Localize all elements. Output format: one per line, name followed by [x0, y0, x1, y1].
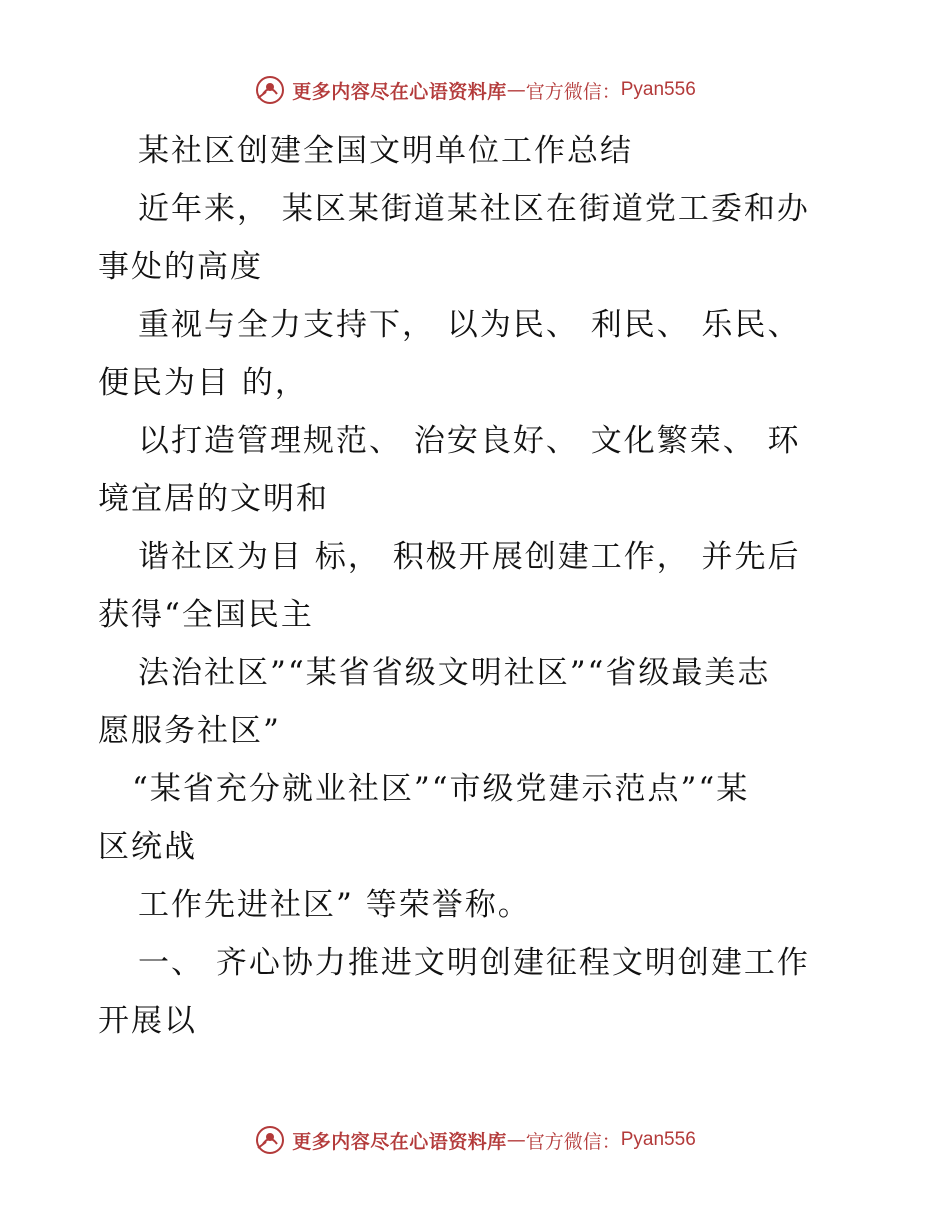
- paragraph-line: 开展以: [98, 1003, 197, 1039]
- footer-watermark: [0, 1120, 950, 1160]
- paragraph-line: 法治社区”“某省省级文明社区”“省级最美志: [138, 655, 771, 691]
- section-heading-line: 一、 齐心协力推进文明创建征程文明创建工作: [138, 945, 810, 981]
- document-body: [98, 122, 858, 1050]
- paragraph-line: 境宜居的文明和: [98, 481, 329, 517]
- paragraph-line: 愿服务社区”: [98, 713, 281, 749]
- watermark-wechat-id: Pyan556: [620, 1129, 696, 1150]
- watermark-sub-text: 官方微信：: [525, 80, 621, 103]
- paragraph-line: 获得“全国民主: [98, 597, 314, 633]
- paragraph-line: 近年来， 某区某街道某社区在街道党工委和办: [138, 191, 810, 227]
- paragraph-line: “某省充分就业社区”“市级党建示范点”“某: [132, 771, 750, 807]
- paragraph-line: 以打造管理规范、 治安良好、 文化繁荣、 环: [138, 423, 801, 459]
- watermark-sub-text: 官方微信：: [525, 1130, 621, 1153]
- watermark-dash: —: [506, 1129, 526, 1151]
- paragraph-line: 事处的高度: [98, 249, 263, 285]
- paragraph-line: 便民为目 的，: [98, 365, 308, 401]
- paragraph-line: 区统战: [98, 829, 197, 865]
- paragraph-line: 谐社区为目 标， 积极开展创建工作， 并先后: [138, 539, 801, 575]
- paragraph-line: 工作先进社区” 等荣誉称。: [138, 887, 531, 923]
- watermark-main-text: 更多内容尽在心语资料库: [292, 1130, 507, 1153]
- paragraph-line: 重视与全力支持下， 以为民、 利民、 乐民、: [138, 307, 801, 343]
- watermark-wechat-id: Pyan556: [620, 79, 696, 100]
- watermark-dash: —: [506, 79, 526, 101]
- header-watermark: [0, 70, 950, 110]
- watermark-main-text: 更多内容尽在心语资料库: [292, 80, 507, 103]
- document-title: 某社区创建全国文明单位工作总结: [138, 133, 633, 169]
- rose-book-logo-icon: [254, 1124, 286, 1156]
- rose-book-logo-icon: [254, 74, 286, 106]
